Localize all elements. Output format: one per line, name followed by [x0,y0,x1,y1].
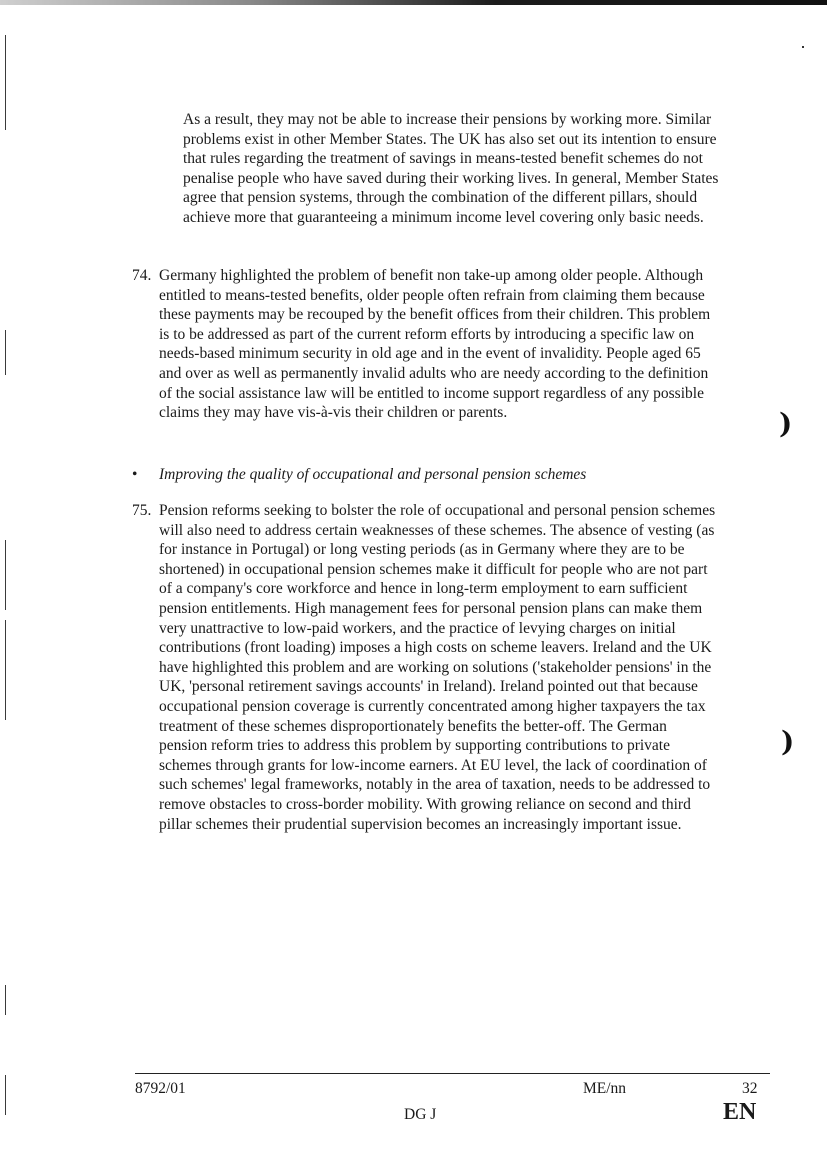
author-code: ME/nn [583,1080,627,1097]
paragraph-text: Pension reforms seeking to bolster the role of occupational and personal pension schemes will also need to address certain weaknesses of these schemes. The absence of vesting (as for instance in Portugal) or long vesting periods (as in Germany where they are to be shortened) in occupational pension schemes make it difficult for people who are not part of a company's core workforce and hence in long-term employment to earn sufficient pension entitlements. High management fees for personal pension plans can make them very unattractive to low-paid workers, and the practice of levying charges on initial contributions (front loading) imposes a high costs on scheme leavers. Ireland and the UK have highlighted this problem and are working on solutions ('stakeholder pensions' in the UK, 'personal retirement savings accounts' in Ireland). Ireland pointed out that because occupational pension coverage is currently concentrated among higher taxpayers the tax treatment of these schemes disproportionately benefits the better-off. The German pension reform tries to address this problem by supporting contributions to private schemes through grants for low-income earners. At EU level, the lack of coordination of such schemes' legal frameworks, notably in the area of taxation, needs to be addressed to remove obstacles to cross-border mobility. With growing reliance on second and third pillar schemes their prudential supervision becomes an increasingly important issue. [159,502,716,833]
top-scan-rule [0,0,827,5]
footer-rule [135,1073,770,1074]
left-margin-mark [5,540,6,610]
left-margin-mark [5,620,6,720]
paragraph-number: 75. [132,502,152,519]
left-margin-mark [5,985,6,1015]
directorate: DG J [404,1106,437,1123]
document-reference: 8792/01 [135,1080,186,1097]
paragraph-number: 74. [132,267,152,284]
bullet-symbol: • [132,466,138,483]
left-margin-mark [5,35,6,130]
scan-speck [802,46,804,48]
left-margin-mark [5,330,6,375]
page-number: 32 [742,1080,758,1097]
bullet-heading [132,465,732,485]
margin-bracket-mark: ) [779,407,793,440]
language-code: EN [723,1099,757,1125]
paragraph-75 [132,501,717,834]
paragraph-74 [132,266,717,423]
paragraph-text: Germany highlighted the problem of benefit non take-up among older people. Although entitled to means-tested benefits, older people often refrain from claiming them because these payments may be recouped by the benefit offices from their children. This problem is to be addressed as part of the current reform efforts by introducing a specific law on needs-based minimum security in old age and in the event of invalidity. People aged 65 and over as well as permanently invalid adults who are needy according to the definition of the social assistance law will be entitled to income support regardless of any possible claims they may have vis-à-vis their children or parents. [159,267,711,422]
margin-bracket-mark: ) [781,725,795,758]
section-heading: Improving the quality of occupational and personal pension schemes [159,466,587,483]
continuation-paragraph: As a result, they may not be able to increase their pensions by working more. Similar problems exist in other Member States. The UK has also set out its intention to ensure that rules regarding the treatment of savings in means-tested benefit schemes do not penalise people who have saved during their working lives. In general, Member States agree that pension systems, through the combination of the different pillars, should achieve more that guaranteeing a minimum income level covering only basic needs. [183,111,719,226]
left-margin-mark [5,1075,6,1115]
